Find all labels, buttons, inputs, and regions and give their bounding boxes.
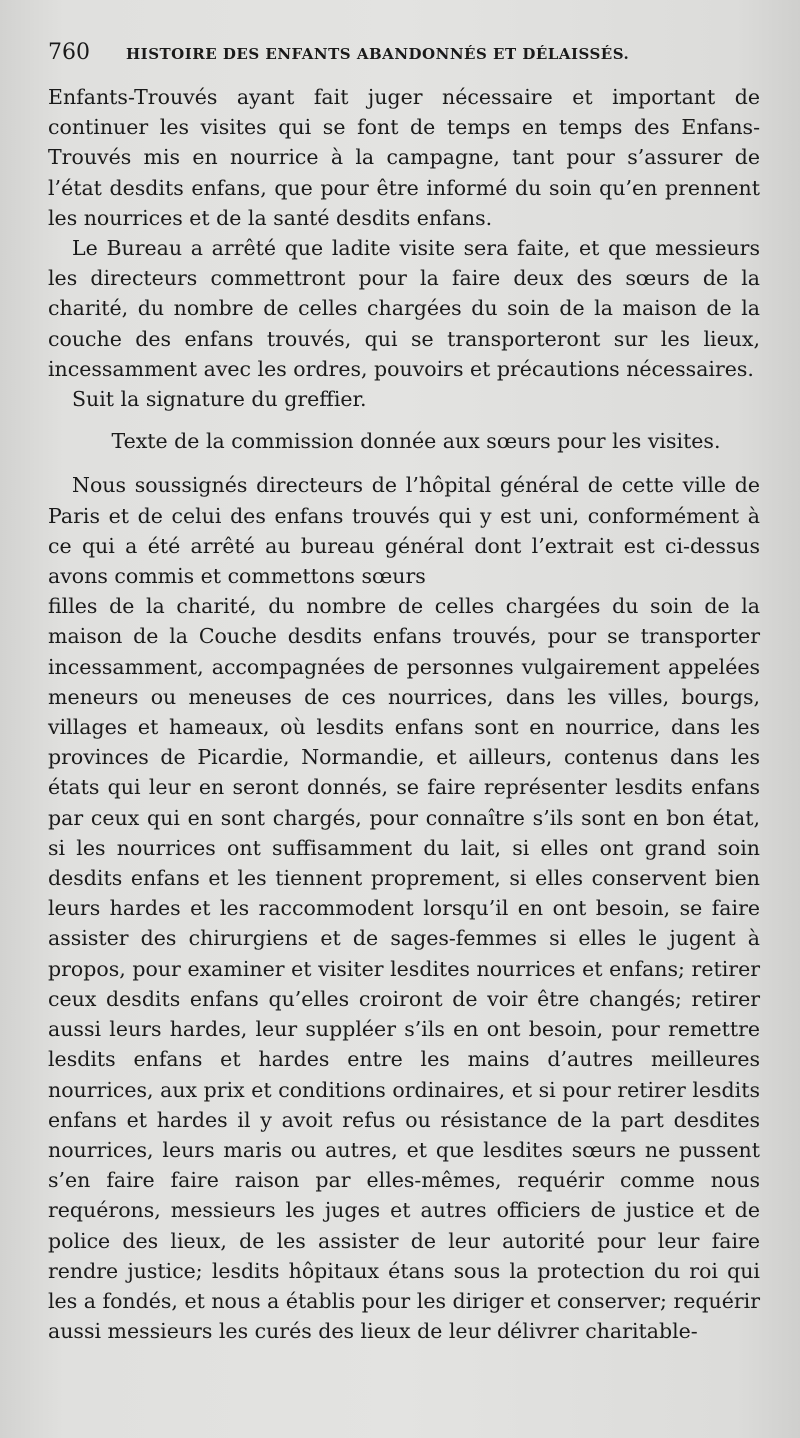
running-title: HISTOIRE DES ENFANTS ABANDONNÉS ET DÉLAISSÉS. (126, 45, 630, 63)
paragraph-bureau-decision: Le Bureau a arrêté que ladite visite sera faite, et que messieurs les directeurs commettront pour la faire deux des sœurs de la charité, du nombre de celles chargées du soin de la maison de la couche des enfans trouvés, qui se transporteront sur les lieux, incessamment avec les ordres, pouvoirs et précautions nécessaires. (48, 236, 760, 381)
commission-opening: Nous soussignés directeurs de l’hôpital général de cette ville de Paris et de celui des enfans trouvés qui y est uni, conformément à ce qui a été arrêté au bureau général dont l’extrait est ci-dessus avons commis et commettons sœurs (48, 473, 760, 589)
commission-body: filles de la charité, du nombre de celles chargées du soin de la maison de la Couche desdits enfans trouvés, pour se transporter incessamment, accompagnées de personnes vulgairement appelées meneurs ou meneuses de ces nourrices, dans les villes, bourgs, villages et hameaux, où lesdits enfans sont en nourrice, dans les provinces de Picardie, Normandie, et ailleurs, contenus dans les états qui leur en seront donnés, se faire représenter lesdits enfans par ceux qui en sont chargés, pour connaître s’ils sont en bon état, si les nourrices ont suffisamment du lait, si elles ont grand soin desdits enfans et les tiennent proprement, si elles conservent bien leurs hardes et les raccommodent lorsqu’il en ont besoin, se faire assister des chirurgiens et de sages-femmes si elles le jugent à propos, pour examiner et visiter lesdites nourrices et enfans; retirer ceux desdits enfans qu’elles croiront de voir être changés; retirer aussi leurs hardes, leur suppléer s’ils en ont besoin, pour remettre lesdits enfans et hardes entre les mains d’autres meilleures nourrices, aux prix et conditions ordinaires, et si pour retirer lesdits enfans et hardes il y avoit refus ou résistance de la part desdites nourrices, leurs maris ou autres, et que lesdites sœurs ne pussent s’en faire faire raison par elles-mêmes, requérir comme nous requérons, messieurs les juges et autres officiers de justice et de police des lieux, de les assister de leur autorité pour leur faire rendre justice; lesdits hôpitaux étans sous la protection du roi qui les a fondés, et nous a établis pour les diriger et conserver; requérir aussi messieurs les curés des lieux de leur délivrer charitable- (48, 594, 760, 1344)
paragraph-signature-note: Suit la signature du greffier. (72, 387, 367, 412)
section-heading: Texte de la commission donnée aux sœurs pour les visites. (111, 429, 721, 454)
page-number: 760 (48, 40, 90, 65)
paragraph-continuation: Enfants-Trouvés ayant fait juger nécessaire et important de continuer les visites qui se font de temps en temps des Enfans-Trouvés mis en nourrice à la campagne, tant pour s’assurer de l’état desdits enfans, que pour être informé du soin qu’en prennent les nourrices et de la santé desdits enfans. (48, 85, 760, 230)
page-header (48, 40, 760, 76)
